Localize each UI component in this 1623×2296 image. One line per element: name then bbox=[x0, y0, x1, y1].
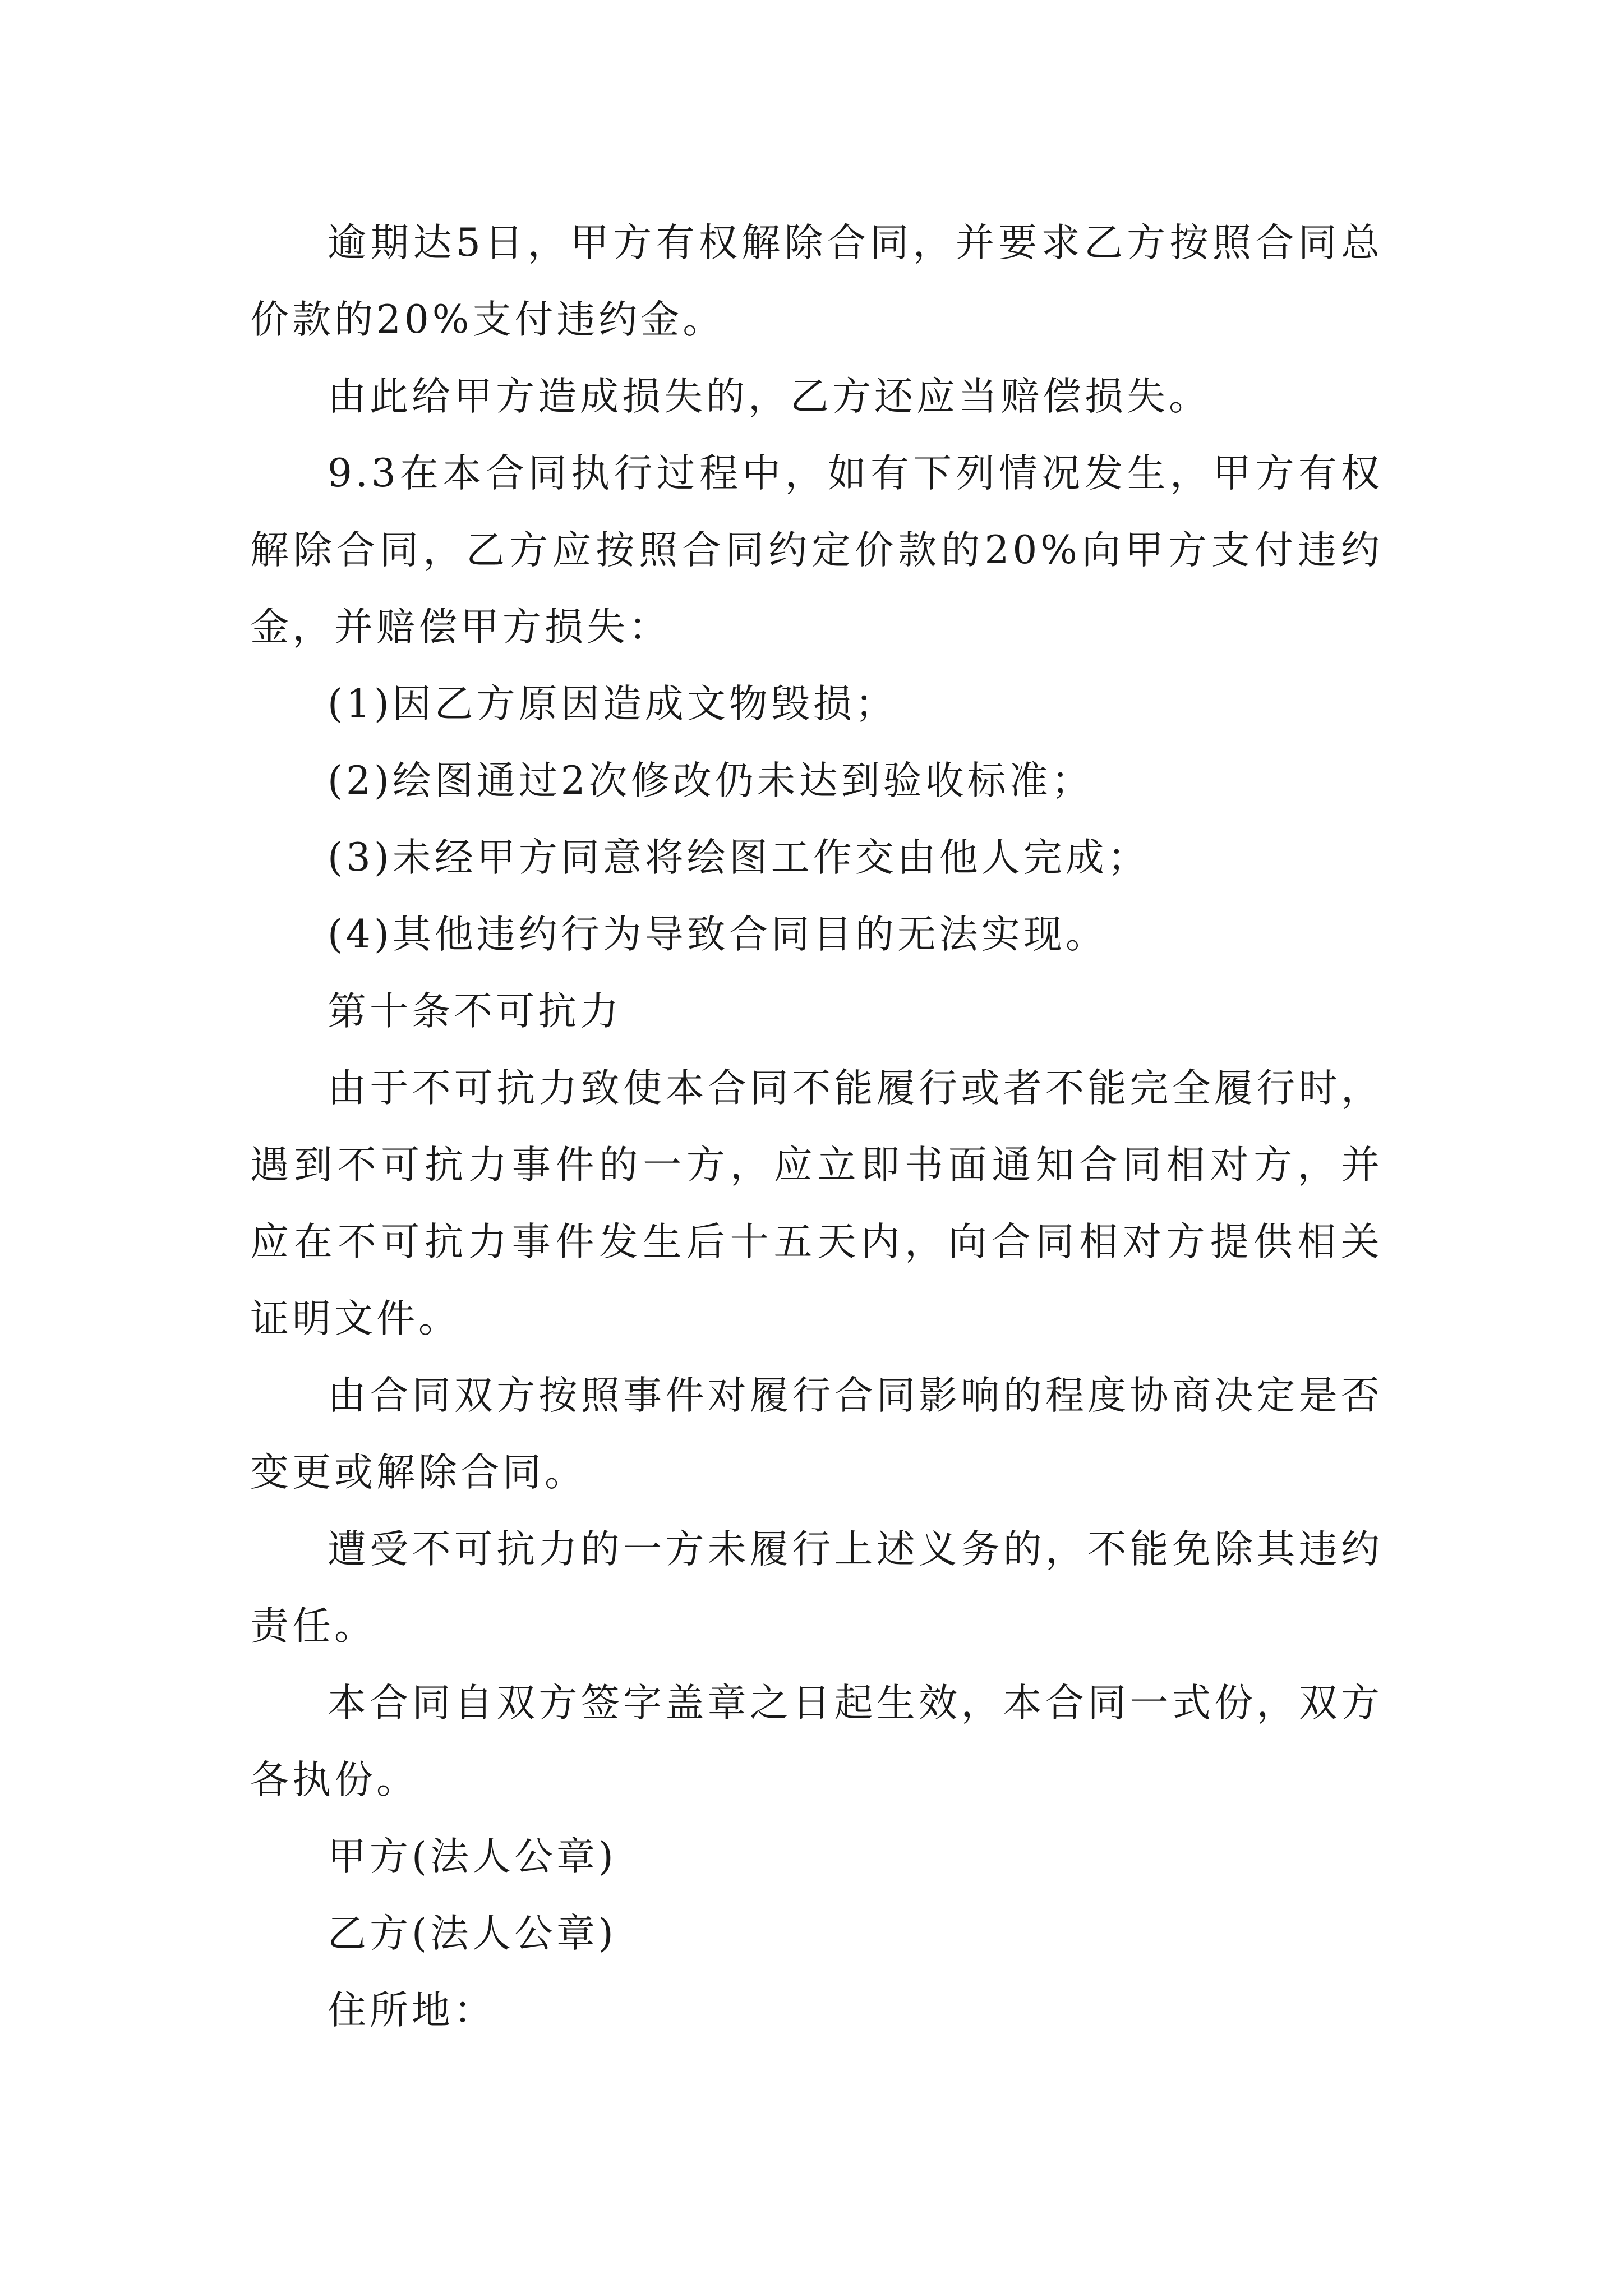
paragraph-negotiation: 由合同双方按照事件对履行合同影响的程度协商决定是否变更或解除合同。 bbox=[250, 1373, 1383, 1495]
paragraph-effectiveness: 本合同自双方签字盖章之日起生效，本合同一式份，双方各执份。 bbox=[250, 1681, 1383, 1802]
list-item-1: (1)因乙方原因造成文物毁损； bbox=[328, 682, 897, 726]
section-heading-force-majeure: 第十条不可抗力 bbox=[328, 989, 622, 1034]
address-line: 住所地： bbox=[328, 1988, 496, 2033]
list-item-2: (2)绘图通过2次修改仍未达到验收标准； bbox=[328, 758, 1094, 803]
paragraph-overdue-termination: 逾期达5日，甲方有权解除合同，并要求乙方按照合同总价款的20%支付违约金。 bbox=[250, 220, 1383, 342]
list-item-4: (4)其他违约行为导致合同目的无法实现。 bbox=[328, 912, 1108, 957]
paragraph-force-majeure-notice: 由于不可抗力致使本合同不能履行或者不能完全履行时，遇到不可抗力事件的一方，应立即书面通知合同相对方，并应在不可抗力事件发生后十五天内，向合同相对方提供相关证明文件。 bbox=[250, 1066, 1383, 1341]
party-b-seal-line: 乙方(法人公章) bbox=[328, 1911, 617, 1956]
party-a-seal-line: 甲方(法人公章) bbox=[328, 1834, 617, 1879]
list-item-3: (3)未经甲方同意将绘图工作交由他人完成； bbox=[328, 835, 1150, 880]
paragraph-clause-9-3: 9.3在本合同执行过程中，如有下列情况发生，甲方有权解除合同，乙方应按照合同约定价款的20%向甲方支付违约金，并赔偿甲方损失： bbox=[250, 451, 1383, 650]
document-body bbox=[250, 205, 1383, 2049]
paragraph-compensation: 由此给甲方造成损失的，乙方还应当赔偿损失。 bbox=[328, 374, 1211, 419]
paragraph-liability: 遭受不可抗力的一方未履行上述义务的，不能免除其违约责任。 bbox=[250, 1527, 1383, 1649]
